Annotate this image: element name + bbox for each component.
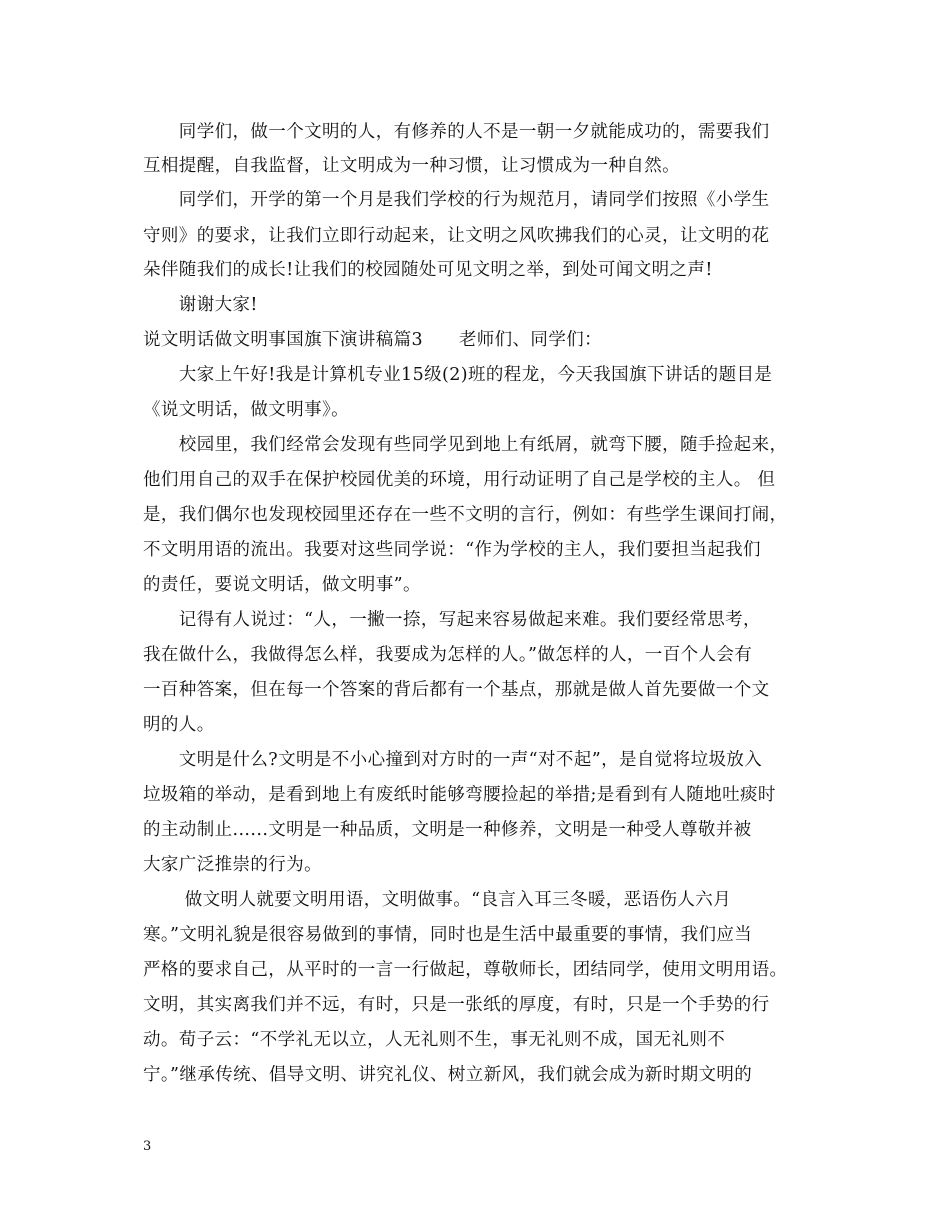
text-line: 一百种答案，但在每一个答案的背后都有一个基点，那就是做人首先要做一个文 <box>143 680 770 700</box>
text-line: 不文明用语的流出。我要对这些同学说：“作为学校的主人，我们要担当起我们 <box>143 540 761 560</box>
text-line: 文明，其实离我们并不远，有时，只是一张纸的厚度，有时，只是一个手势的行 <box>143 995 770 1015</box>
text-line: 严格的要求自己，从平时的一言一行做起，尊敬师长，团结同学，使用文明用语。 <box>143 960 788 980</box>
section-heading: 说文明话做文明事国旗下演讲稿篇3 老师们、同学们： <box>143 330 603 350</box>
text-line: 他们用自己的双手在保护校园优美的环境，用行动证明了自己是学校的主人。 但 <box>143 470 776 490</box>
text-line: 寒。”文明礼貌是很容易做到的事情，同时也是生活中最重要的事情，我们应当 <box>143 925 753 945</box>
text-line: 守则》的要求，让我们立即行动起来，让文明之风吹拂我们的心灵，让文明的花 <box>143 226 770 246</box>
text-line: 互相提醒，自我监督，让文明成为一种习惯，让习惯成为一种自然。 <box>143 156 680 176</box>
text-line: 动。荀子云：“不学礼无以立，人无礼则不生，事无礼则不成，国无礼则不 <box>143 1030 726 1050</box>
text-line: 文明是什么?文明是不小心撞到对方时的一声“对不起”，是自觉将垃圾放入 <box>143 750 763 770</box>
text-line: 校园里，我们经常会发现有些同学见到地上有纸屑，就弯下腰，随手捡起来， <box>143 435 788 455</box>
text-line: 朵伴随我们的成长!让我们的校园随处可见文明之举，到处可闻文明之声! <box>143 260 713 280</box>
text-line: 是，我们偶尔也发现校园里还存在一些不文明的言行，例如：有些学生课间打闹， <box>143 505 788 525</box>
text-line: 宁。”继承传统、倡导文明、讲究礼仪、树立新风，我们就会成为新时期文明的 <box>143 1065 753 1085</box>
page-number: 3 <box>143 1139 152 1154</box>
text-line: 的责任，要说文明话，做文明事”。 <box>143 575 421 595</box>
text-line: 谢谢大家! <box>143 295 258 315</box>
text-line: 垃圾箱的举动，是看到地上有废纸时能够弯腰捡起的举措;是看到有人随地吐痰时 <box>143 785 776 805</box>
text-line: 同学们，开学的第一个月是我们学校的行为规范月，请同学们按照《小学生 <box>143 190 770 210</box>
text-line: 我在做什么，我做得怎么样，我要成为怎样的人。”做怎样的人，一百个人会有 <box>143 645 753 665</box>
text-line: 做文明人就要文明用语，文明做事。“良言入耳三冬暖，恶语伤人六月 <box>143 890 732 910</box>
text-line: 大家广泛推崇的行为。 <box>143 855 322 875</box>
text-line: 《说文明话，做文明事》。 <box>143 400 350 420</box>
text-line: 同学们，做一个文明的人，有修养的人不是一朝一夕就能成功的，需要我们 <box>143 122 770 142</box>
text-line: 的主动制止......文明是一种品质，文明是一种修养，文明是一种受人尊敬并被 <box>143 820 752 840</box>
text-line: 明的人。 <box>143 715 215 735</box>
text-line: 大家上午好!我是计算机专业15级(2)班的程龙，今天我国旗下讲话的题目是 <box>143 365 773 385</box>
text-line: 记得有人说过：“人，一撇一捺，写起来容易做起来难。我们要经常思考， <box>143 610 761 630</box>
